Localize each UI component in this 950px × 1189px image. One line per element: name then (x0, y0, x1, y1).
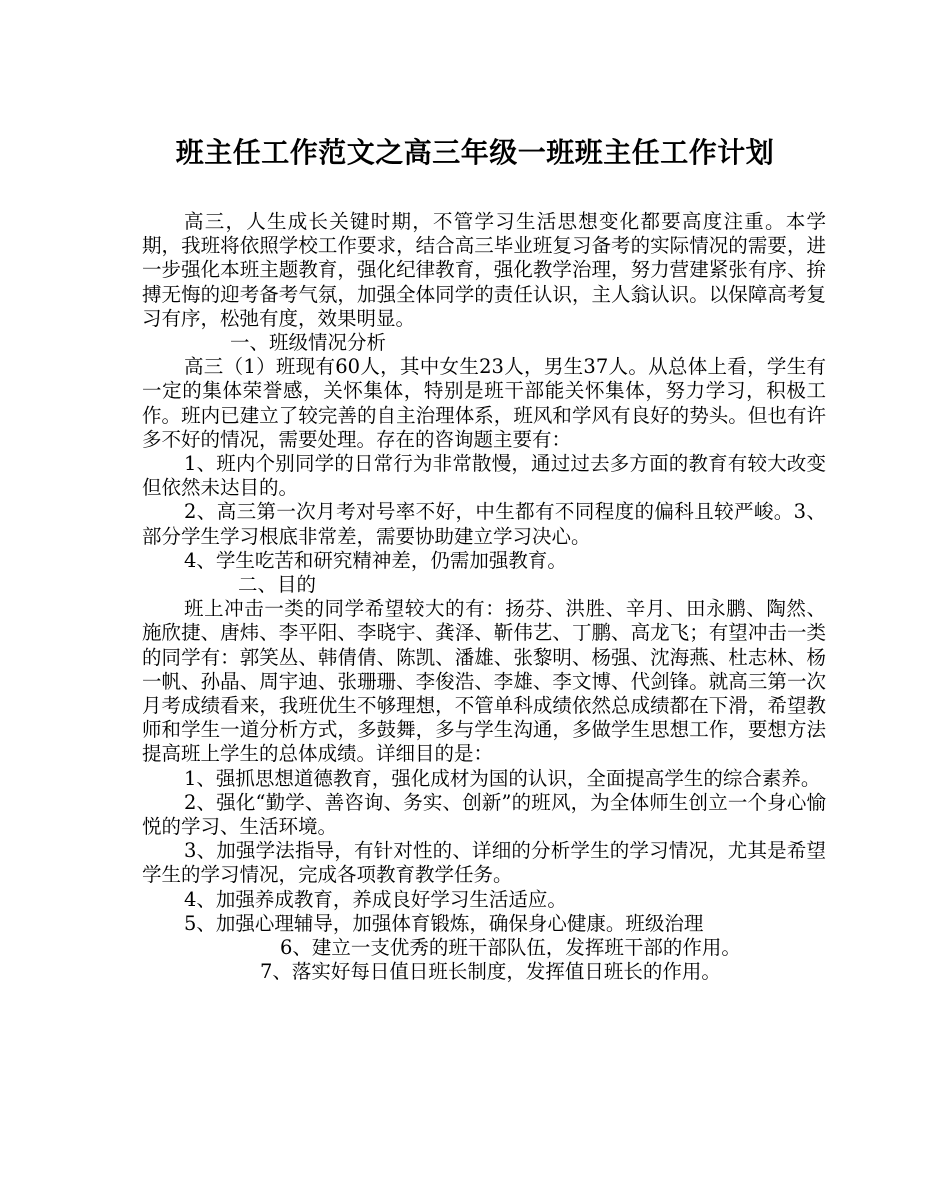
issue-item-2-3: 2、高三第一次月考对号率不好，中生都有不同程度的偏科且较严峻。3、部分学生学习根底非常差，需要协助建立学习决心。 (142, 500, 826, 548)
goal-item-5: 5、加强心理辅导，加强体育锻炼，确保身心健康。班级治理 (184, 911, 704, 935)
intro-paragraph: 高三，人生成长关键时期，不管学习生活思想变化都要高度注重。本学期，我班将依照学校工作要求，结合高三毕业班复习备考的实际情况的需要，进一步强化本班主题教育，强化纪律教育，强化教学治理，努力营建紧张有序、拚搏无悔的迎考备考气氛，加强全体同学的责任认识，主人翁认识。以保障高考复习有序，松弛有度，效果明显。 (142, 210, 826, 330)
section-heading-class-analysis: 一、班级情况分析 (230, 331, 387, 355)
document-body (142, 210, 826, 985)
class-analysis-paragraph: 高三（1）班现有60人，其中女生23人，男生37人。从总体上看，学生有一定的集体荣誉感，关怀集体，特别是班干部能关怀集体，努力学习，积极工作。班内已建立了较完善的自主治理体系，班风和学风有良好的势头。但也有许多不好的情况，需要处理。存在的咨询题主要有： (142, 355, 826, 451)
goal-item-2: 2、强化“勤学、善咨询、务实、创新”的班风，为全体师生创立一个身心愉悦的学习、生活环境。 (142, 790, 826, 839)
section-heading-goals: 二、目的 (238, 573, 317, 597)
goal-item-7: 7、落实好每日值日班长制度，发挥值日班长的作用。 (260, 960, 721, 984)
goal-item-6: 6、建立一支优秀的班干部队伍，发挥班干部的作用。 (280, 936, 741, 960)
goal-item-4: 4、加强养成教育，养成良好学习生活适应。 (184, 887, 567, 911)
issue-item-1: 1、班内个别同学的日常行为非常散慢，通过过去多方面的教育有较大改变但依然未达目的。 (142, 452, 826, 500)
issue-item-4: 4、学生吃苦和研究精神差，仍需加强教育。 (184, 548, 567, 572)
document-title: 班主任工作范文之高三年级一班班主任工作计划 (175, 136, 775, 169)
goal-item-1: 1、强抓思想道德教育，强化成材为国的认识，全面提高学生的综合素养。 (184, 766, 821, 790)
goal-item-3: 3、加强学法指导，有针对性的、详细的分析学生的学习情况，尤其是希望学生的学习情况，完成各项教育教学任务。 (142, 839, 826, 887)
goals-paragraph: 班上冲击一类的同学希望较大的有：扬芬、洪胜、辛月、田永鹏、陶然、施欣捷、唐炜、李平阳、李晓宇、龚泽、靳伟艺、丁鹏、高龙飞；有望冲击一类的同学有：郭笑丛、韩倩倩、陈凯、潘雄、张黎明、杨强、沈海燕、杜志林、杨一帆、孙晶、周宇迪、张珊珊、李俊浩、李雄、李文博、代剑锋。就高三第一次月考成绩看来，我班优生不够理想，不管单科成绩依然总成绩都在下滑，希望教师和学生一道分析方式，多鼓舞，多与学生沟通，多做学生思想工作，要想方法提高班上学生的总体成绩。详细目的是： (142, 597, 826, 766)
